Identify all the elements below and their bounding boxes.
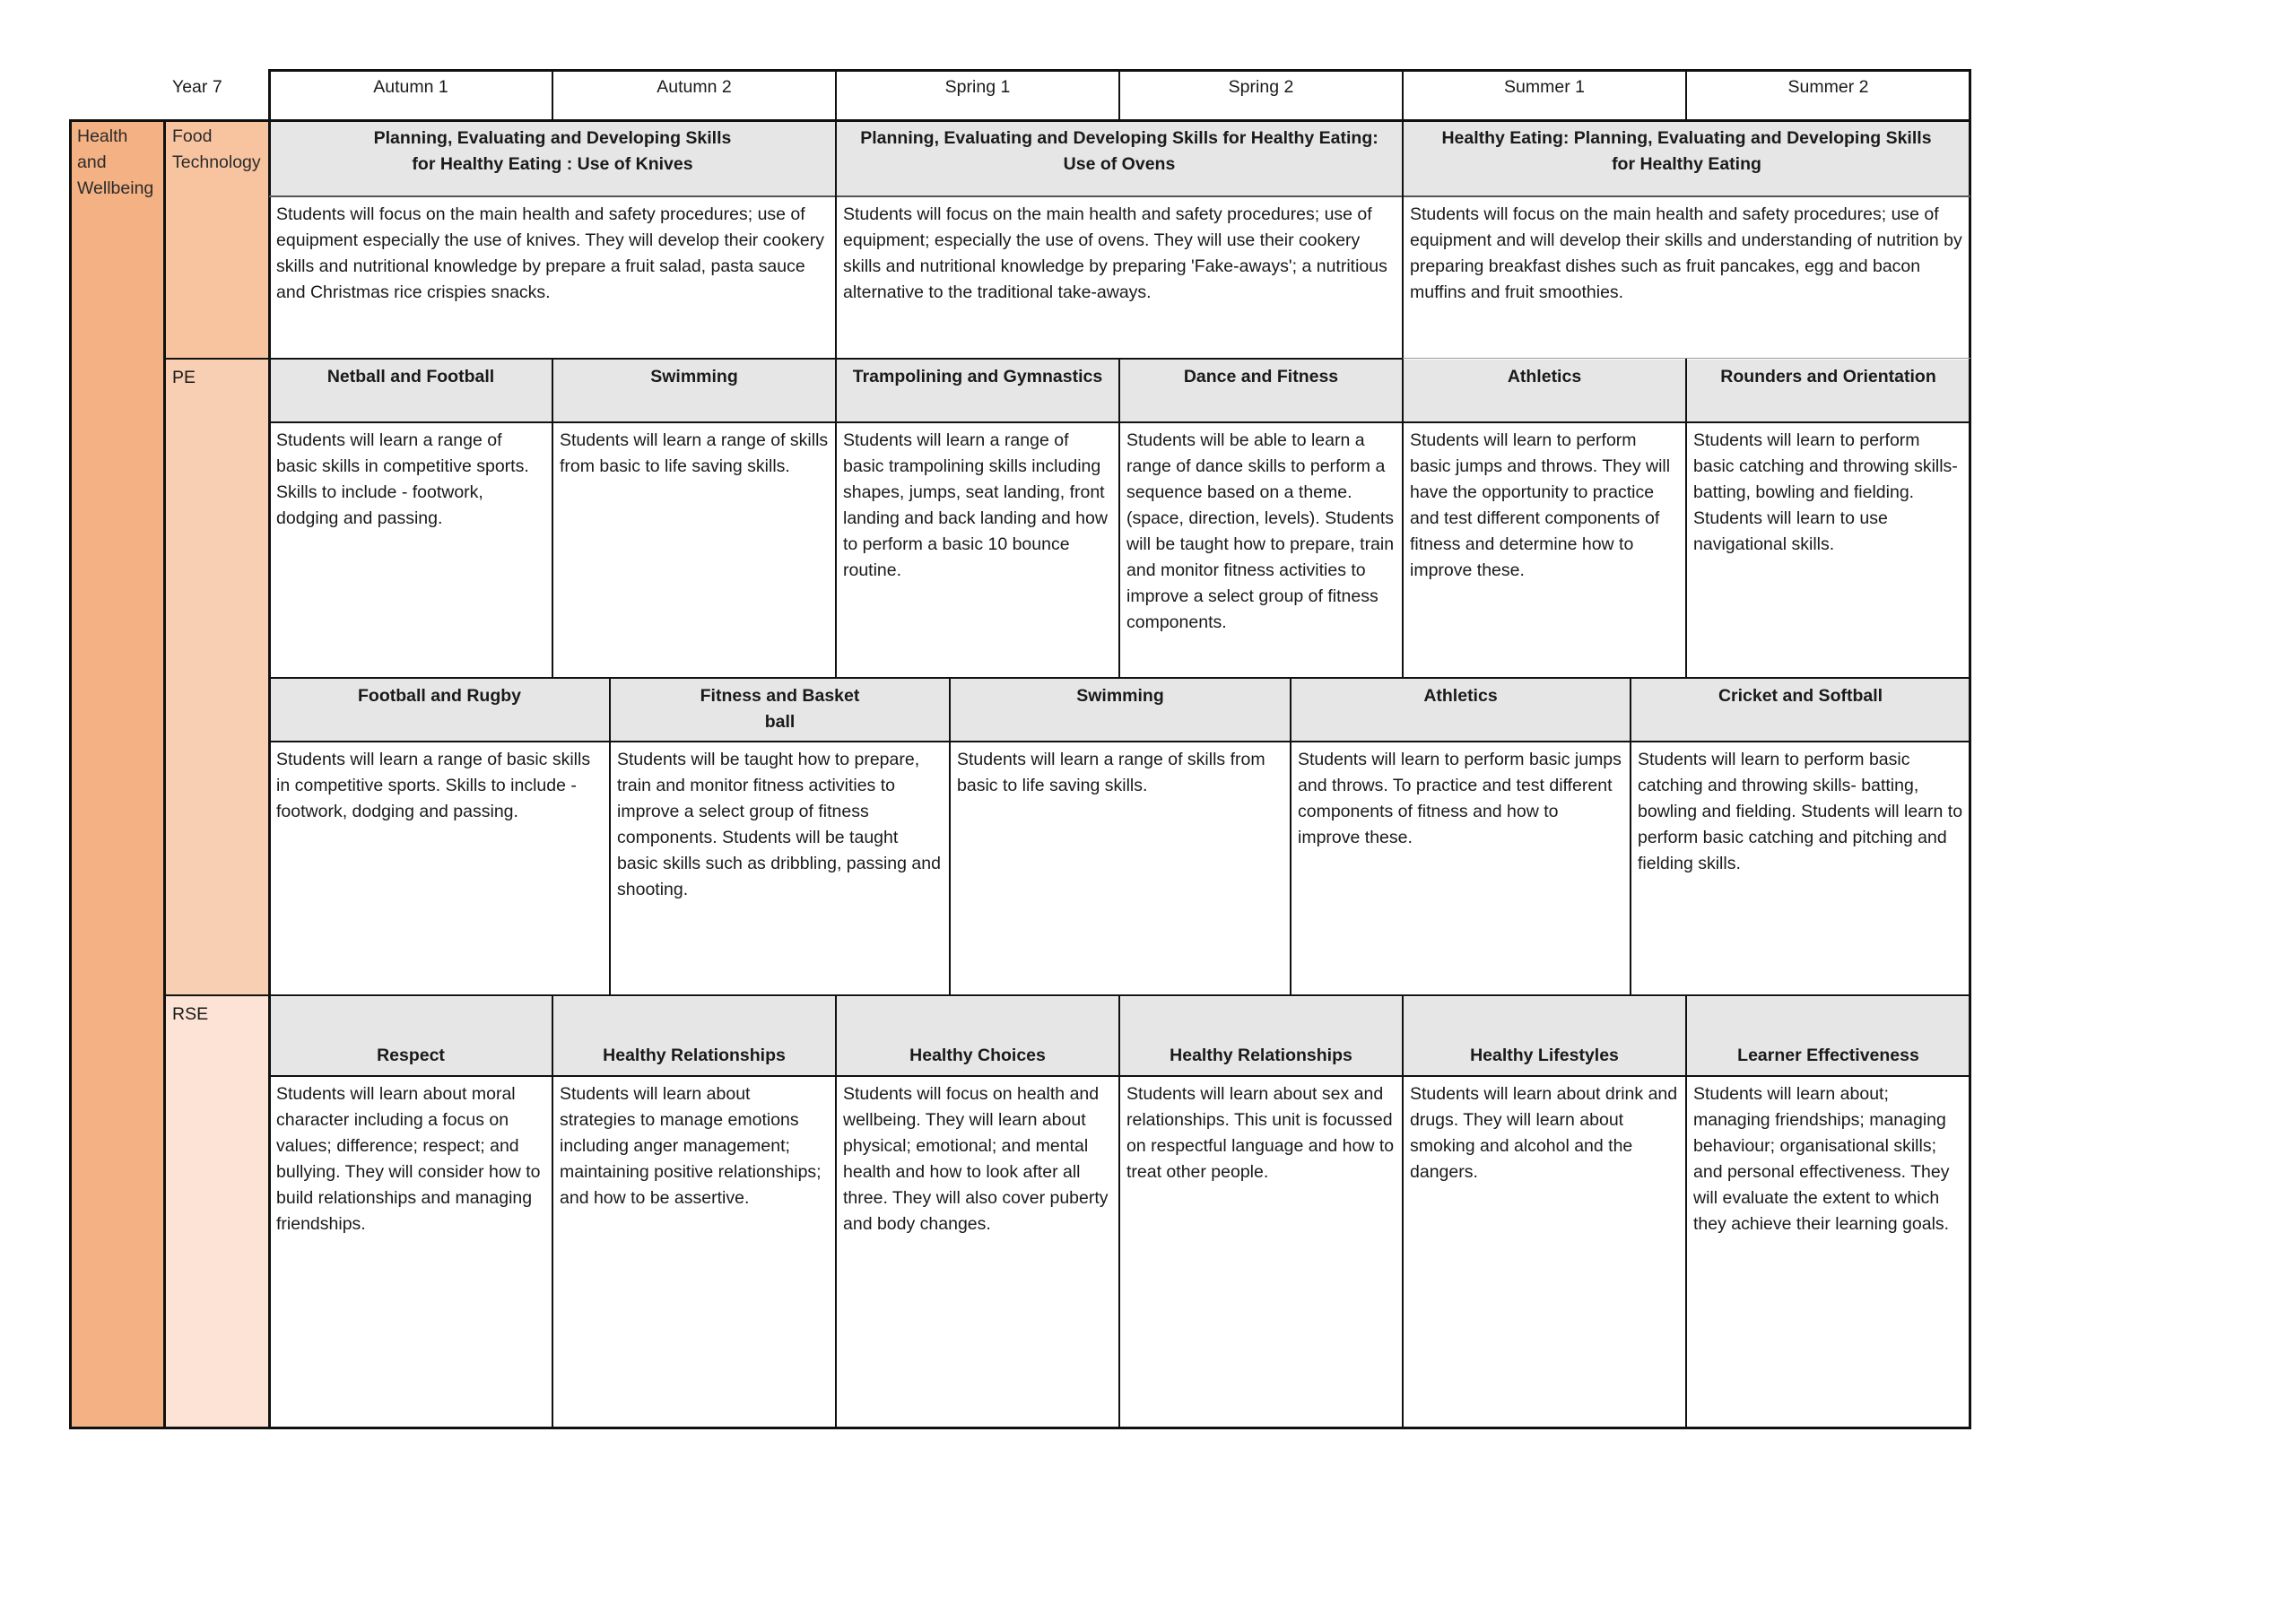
grid-line <box>949 679 951 995</box>
grid-line <box>1118 69 1120 121</box>
grid-line <box>552 69 553 121</box>
pe1-header-1: Netball and Football <box>269 360 552 422</box>
grid-line <box>835 359 837 679</box>
rse-header-3: Healthy Choices <box>836 997 1119 1076</box>
grid-line <box>1402 69 1404 121</box>
rse-header-2: Healthy Relationships <box>552 997 836 1076</box>
rse-text-3: Students will focus on health and wellbeing. They will learn about physical; emotional; and mental health and how to look after all three. They will also cover puberty and body changes. <box>843 1084 1109 1234</box>
grid-line <box>269 195 1970 197</box>
pe2-header-5: Cricket and Softball <box>1631 679 1970 742</box>
food-header-spring: Planning, Evaluating and Developing Skills for Healthy Eating: Use of Ovens <box>836 121 1403 196</box>
term-summer-1: Summer 1 <box>1504 77 1585 97</box>
grid-line <box>1118 359 1120 679</box>
term-summer-2: Summer 2 <box>1787 77 1869 97</box>
grid-line <box>69 119 72 1429</box>
pe2-text-1: Students will learn a range of basic skills in competitive sports. Skills to include - footwork, dodging and passing. <box>276 750 591 821</box>
pe1-text-1: Students will learn a range of basic skills in competitive sports. Skills to include - footwork, dodging and passing. <box>276 430 529 528</box>
grid-line <box>1969 69 1971 1429</box>
rse-header-5: Healthy Lifestyles <box>1403 997 1686 1076</box>
year-label: Year 7 <box>172 77 222 97</box>
term-autumn-1: Autumn 1 <box>373 77 448 97</box>
pe2-header-4: Athletics <box>1291 679 1631 742</box>
term-autumn-2: Autumn 2 <box>657 77 732 97</box>
food-header-summer: Healthy Eating: Planning, Evaluating and Developing Skills for Healthy Eating <box>1403 121 1970 196</box>
pe2-header-1: Football and Rugby <box>269 679 610 742</box>
rse-header-1: Respect <box>269 997 552 1076</box>
grid-line <box>269 69 1971 72</box>
pe-label-cell <box>165 359 269 995</box>
grid-line <box>1685 69 1687 121</box>
pe2-header-2: Fitness and Basket ball <box>610 679 950 742</box>
pe1-text-6: Students will learn to perform basic catching and throwing skills- batting, bowling and fielding. Students will learn to use navigational skills. <box>1693 430 1958 554</box>
pe1-header-5: Athletics <box>1403 360 1686 422</box>
pe1-text-3: Students will learn a range of basic trampolining skills including shapes, jumps, seat landing, front landing and back landing and how to perform a basic 10 bounce routine. <box>843 430 1108 580</box>
grid-line <box>1402 359 1404 679</box>
pe1-header-6: Rounders and Orientation <box>1686 360 1970 422</box>
food-header-autumn: Planning, Evaluating and Developing Skills for Healthy Eating : Use of Knives <box>269 121 836 196</box>
area-column <box>70 121 165 1428</box>
grid-line <box>1685 359 1687 679</box>
term-spring-1: Spring 1 <box>944 77 1011 97</box>
food-text-autumn: Students will focus on the main health and safety procedures; use of equipment especially the use of knives. They will develop their cookery skills and nutritional knowledge by prepare a fruit salad, pasta sauce and Christmas rice crispies snacks. <box>276 204 824 302</box>
pe1-header-4: Dance and Fitness <box>1119 360 1403 422</box>
food-text-summer: Students will focus on the main health and safety procedures; use of equipment and will develop their skills and understanding of nutrition by preparing breakfast dishes such as fruit pancakes, egg and bacon muffins and fruit smoothies. <box>1410 204 1962 302</box>
rse-label-cell <box>165 995 269 1428</box>
grid-line <box>552 995 553 1428</box>
rse-text-5: Students will learn about drink and drugs. They will learn about smoking and alcohol and the dangers. <box>1410 1084 1678 1182</box>
grid-line <box>1402 121 1404 359</box>
food-label: Food Technology <box>172 126 261 172</box>
pe1-header-2: Swimming <box>552 360 836 422</box>
grid-line <box>835 995 837 1428</box>
pe1-text-5: Students will learn to perform basic jumps and throws. They will have the opportunity to practice and test different components of fitness and determine how to improve these. <box>1410 430 1671 580</box>
pe1-header-3: Trampolining and Gymnastics <box>836 360 1119 422</box>
pe-label: PE <box>172 368 196 387</box>
grid-line <box>1118 995 1120 1428</box>
grid-line <box>835 121 837 359</box>
grid-line <box>163 119 166 1429</box>
rse-label: RSE <box>172 1004 209 1024</box>
area-label: Health and Wellbeing <box>77 126 154 198</box>
pe1-text-2: Students will learn a range of skills from basic to life saving skills. <box>560 430 829 476</box>
rse-header-4: Healthy Relationships <box>1119 997 1403 1076</box>
grid-line <box>552 359 553 679</box>
grid-line <box>835 69 837 121</box>
grid-line <box>1402 995 1404 1428</box>
grid-line <box>1290 679 1292 995</box>
pe1-text-4: Students will be able to learn a range of dance skills to perform a sequence based on a theme. (space, direction, levels). Students will be taught how to prepare, train and monitor fitness activities to improve a select group of fitness components. <box>1126 430 1395 632</box>
grid-line <box>1685 995 1687 1428</box>
pe2-header-3: Swimming <box>950 679 1291 742</box>
rse-text-1: Students will learn about moral character including a focus on values; difference; respect; and bullying. They will consider how to build relationships and managing friendships. <box>276 1084 541 1234</box>
grid-line <box>268 69 271 1429</box>
grid-line <box>609 679 611 995</box>
term-spring-2: Spring 2 <box>1228 77 1294 97</box>
rse-text-2: Students will learn about strategies to manage emotions including anger management; maintaining positive relationships; and how to be assertive. <box>560 1084 822 1208</box>
pe2-text-3: Students will learn a range of skills from basic to life saving skills. <box>957 750 1265 795</box>
rse-header-6: Learner Effectiveness <box>1686 997 1970 1076</box>
pe2-text-4: Students will learn to perform basic jumps and throws. To practice and test different components of fitness and how to improve these. <box>1298 750 1622 847</box>
rse-text-6: Students will learn about; managing friendships; managing behaviour; organisational skills; and personal effectiveness. They will evaluate the extent to which they achieve their learning goals. <box>1693 1084 1950 1234</box>
grid-line <box>165 994 1970 996</box>
grid-line <box>269 677 1970 679</box>
pe2-text-5: Students will learn to perform basic catching and throwing skills- batting, bowling and fielding. Students will learn to perform basic catching and pitching and fielding skills. <box>1638 750 1963 873</box>
grid-line <box>1630 679 1631 995</box>
food-text-spring: Students will focus on the main health and safety procedures; use of equipment; especially the use of ovens. They will use their cookery skills and nutritional knowledge by preparing 'Fake-aways'; a nutritious alternative to the traditional take-aways. <box>843 204 1387 302</box>
grid-line <box>165 358 1403 360</box>
pe2-text-2: Students will be taught how to prepare, train and monitor fitness activities to improve a select group of fitness components. Students will be taught basic skills such as dribbling, passing and shooting. <box>617 750 941 899</box>
rse-text-4: Students will learn about sex and relationships. This unit is focussed on respectful language and how to treat other people. <box>1126 1084 1395 1182</box>
grid-line <box>269 741 1970 742</box>
